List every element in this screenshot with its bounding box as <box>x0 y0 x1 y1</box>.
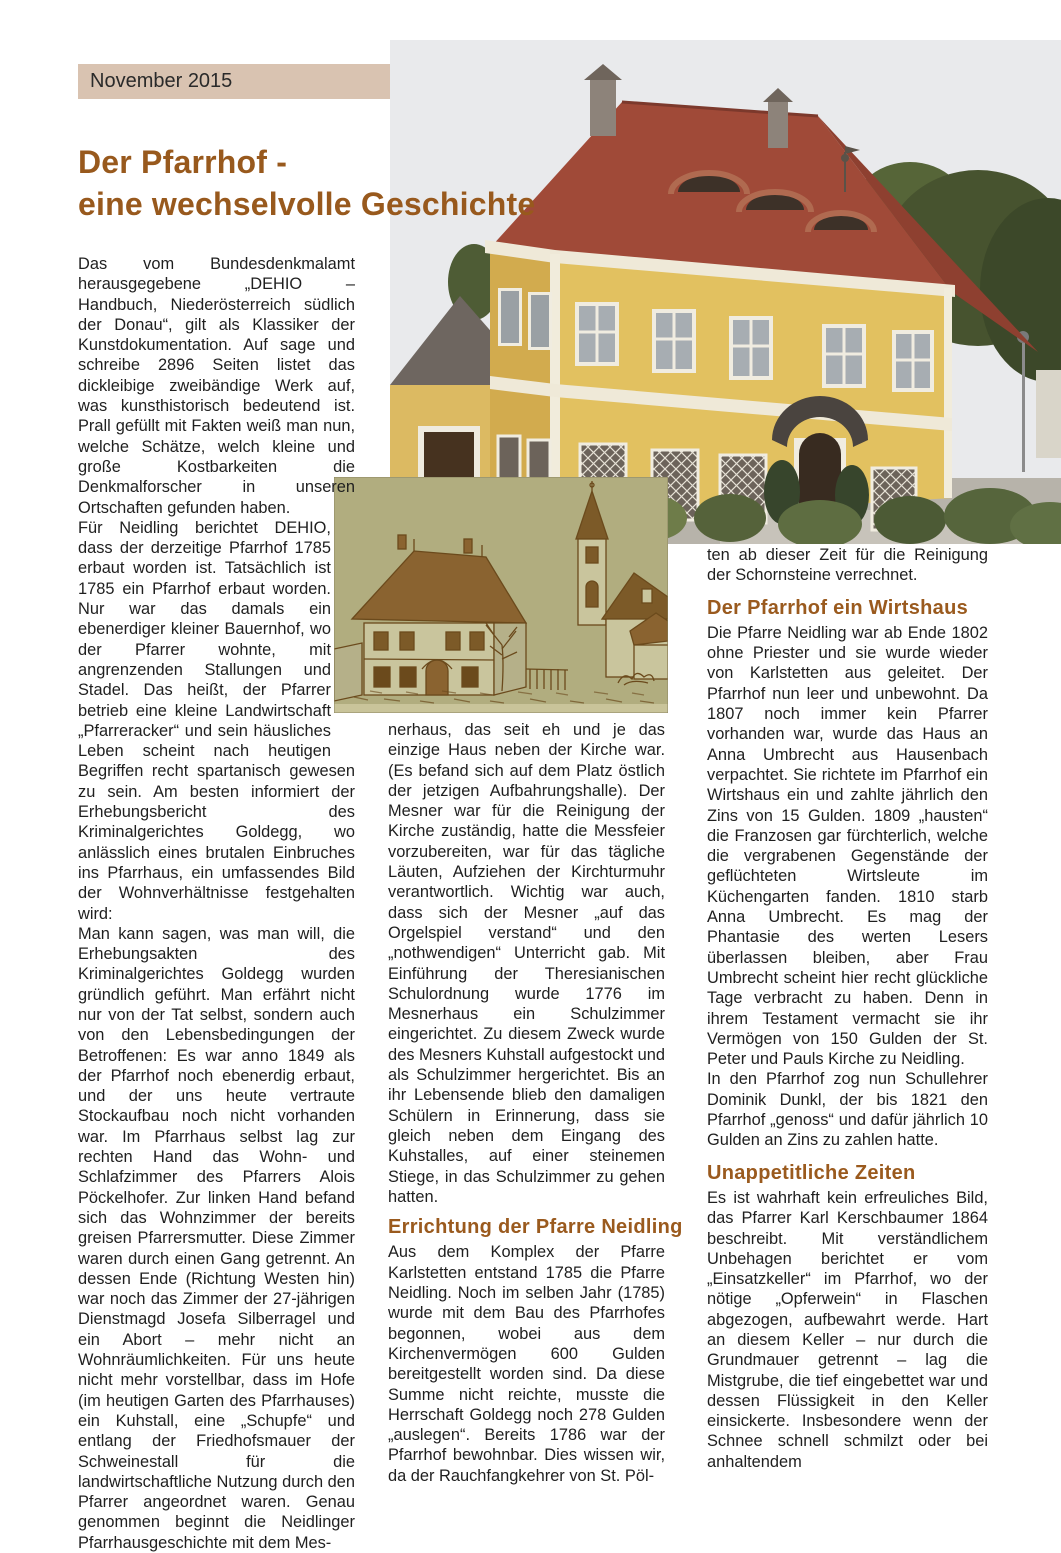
historic-drawing <box>334 477 668 713</box>
paragraph <box>78 924 355 1553</box>
section-heading-unappetitlich: Unappetitliche Zeiten <box>707 1161 916 1184</box>
issue-date-banner <box>78 64 390 99</box>
paragraph <box>707 545 988 586</box>
paragraph <box>388 720 665 1207</box>
paragraph-text: Aus dem Komplex der Pfarre Karlstetten entstand 1785 die Pfarre Neidling. Noch im selben Jahr (1785) wurde mit dem Bau des Pfarrhofes begonnen, wobei aus dem Kirchenvermögen 600 Gulden bereitgestellt worden sind. Da diese Summe nicht reichte, musste die Herrschaft Goldegg noch 278 Gulden „auslegen“. Bereits 1786 war der Pfarrhof bewohnbar. Dies wissen wir, da der Rauchfangkehrer von St. Pöl- <box>388 1243 665 1485</box>
issue-date: November 2015 <box>90 70 233 92</box>
paragraph <box>388 1242 665 1486</box>
paragraph-text: In den Pfarrhof zog nun Schullehrer Dominik Dunkl, der bis 1821 den Pfarrhof „genoss“ und dafür jährlich 10 Gulden an Zins zu zahlen hatte. <box>707 1070 988 1150</box>
pfarrhof-photo <box>390 40 1061 544</box>
image-cutout-spacer <box>331 518 355 758</box>
column-middle <box>388 720 683 1486</box>
paragraph <box>707 1188 988 1472</box>
section-heading-errichtung: Errichtung der Pfarre Neidling <box>388 1216 683 1239</box>
column-left <box>78 254 355 1553</box>
column-right <box>707 545 988 1472</box>
pfarrhof-photo-illustration <box>390 40 1061 544</box>
paragraph <box>707 623 988 1070</box>
paragraph-text: Für Neidling berichtet DEHIO, dass der derzeitige Pfarrhof 1785 erbaut worden ist. Tatsächlich ist 1785 ein Pfarrhof erbaut worden. Nur war das damals ein ebenerdiger kleiner Bauernhof, wo der Pfarrer wohnte, mit angrenzenden Stallungen und Stadel. Das heißt, der Pfarrer betrieb eine kleine Landwirtschaft „Pfarreracker“ und sein häusliches Leben scheint nach heutigen Begriffen recht spartanisch gewesen zu sein. Am besten informiert der Erhebungsbericht des Kriminalgerichtes Goldegg, wo anlässlich eines brutalen Einbruches ins Pfarrhaus, ein umfassendes Bild der Wohnverhältnisse festgehalten wird: <box>78 518 355 923</box>
paragraph <box>707 1069 988 1150</box>
historic-drawing-illustration <box>334 477 668 713</box>
paragraph-text: Die Pfarre Neidling war ab Ende 1802 ohne Priester und sie wurde wieder von Karlstetten aus geleitet. Der Pfarrhof nun leer und unbewohnt. Da 1807 noch immer kein Pfarrer vorhanden war, wurde das Haus an Anna Umbrecht aus Hausenbach verpachtet. Sie richtete im Pfarrhof ein Wirtshaus ein und zahlte jährlich den Zins von 15 Gulden. 1809 „hausten“ die Franzosen gar fürchterlich, welche die vergrabenen Gegenstände der geflüchteten Wirtsleute im Küchengarten fanden. 1810 starb Anna Umbrecht. Es mag der Phantasie des werten Lesers überlassen bleiben, aber Frau Umbrecht scheint hier recht glückliche Tage verbracht zu haben. Denn in ihrem Testament vermacht sie ihr Vermögen von 150 Gulden der St. Peter und Pauls Kirche zu Neidling. <box>707 623 988 1069</box>
article-title-line1: Der Pfarrhof - <box>78 144 288 180</box>
paragraph-text: Man kann sagen, was man will, die Erhebungsakten des Kriminalgerichtes Goldegg wurden gründlich geführt. Man erfährt nicht nur von der Tat selbst, sondern auch von den Lebensbedingungen der Betroffenen: Es war anno 1849 als der Pfarrhof noch ebenerdig erbaut, und der uns heute vertraute Stockaufbau noch nicht vorhanden war. Im Pfarrhaus selbst lag zur rechten Hand das Wohn- und Schlafzimmer des Pfarrers Alois Pöckelhofer. Zur linken Hand befand sich das Wohnzimmer der bereits greisen Pfarrersmutter. Diese Zimmer waren durch einen Gang getrennt. An dessen Ende (Richtung Westen hin) war noch das Zimmer der 27-jährigen Dienstmagd Josefa Silberragel und ein Abort – mehr nicht an Wohnräumlichkeiten. Für uns heute nicht mehr vorstellbar, dass im Hofe (im heutigen Garten des Pfarrhauses) ein Kuhstall, eine „Schupfe“ und entlang der Friedhofsmauer der Schweinestall für die landwirtschaftliche Nutzung durch den Pfarrer angeordnet waren. Genau genommen beginnt die Neidlinger Pfarrhausgeschichte mit dem Mes- <box>78 924 355 1552</box>
paragraph-text: Es ist wahrhaft kein erfreuliches Bild, das Pfarrer Karl Kerschbaumer 1864 beschreibt. Mit verständlichem Unbehagen berichtet er vom „Einsatzkeller“ im Pfarrhof, wo der nötige „Opferwein“ in Flaschen abgezogen, aufbewahrt werde. Hart an diesem Keller – nur durch die Grundmauer getrennt – lag die Mistgrube, die tief eingebettet war und dessen Flüssigkeit in den Keller einsickerte. Insbesondere wenn der Schnee schnell schmilzt oder bei anhaltendem <box>707 1188 988 1471</box>
section-heading-wirtshaus: Der Pfarrhof ein Wirtshaus <box>707 596 969 619</box>
paragraph-text: nerhaus, das seit eh und je das einzige Haus neben der Kirche war. (Es befand sich auf dem Platz östlich der jetzigen Aufbahrungshalle). Der Mesner war für die Reinigung der Kirche zuständig, hatte die Messfeier vorzubereiten, war für das tägliche Läuten, Aufziehen der Kirchturmuhr verantwortlich. Wichtig war auch, dass sich der Mesner „auf das Orgelspiel verstand“ und den „nothwendigen“ Unterricht gab. Mit Einführung der Theresianischen Schulordnung wurde 1776 im Mesnerhaus ein Schulzimmer eingerichtet. Zu diesem Zweck wurde des Mesners Kuhstall aufgestockt und als Schulzimmer hergerichtet. Bis an ihr Lebensende blieb den damaligen Schülern in Erinnerung, dass sie gleich neben dem Eingang des Kuhstalles, auf einer steinemen Stiege, in das Schulzimmer zu gehen hatten. <box>388 721 665 1206</box>
paragraph <box>78 518 355 924</box>
paragraph <box>78 254 355 518</box>
paragraph-text: Das vom Bundesdenkmalamt herausgegebene „DEHIO – Handbuch, Niederösterreich südlich der Donau“, gilt als Klassiker der Kunstdokumentation. Auf sage und schreibe 2896 Seiten listet das dickleibige zweibändige Werk auf, was kunsthistorisch bedeutend ist. Prall gefüllt mit Fakten weiß man nun, welche Schätze, welch kleine und große Kostbarkeiten die Denkmalforscher in unseren Ortschaften gefunden haben. <box>78 255 355 517</box>
article-title-line2: eine wechselvolle Geschichte <box>78 186 536 222</box>
paragraph-text: ten ab dieser Zeit für die Reinigung der Schornsteine verrechnet. <box>707 546 988 585</box>
article-title <box>78 141 535 225</box>
